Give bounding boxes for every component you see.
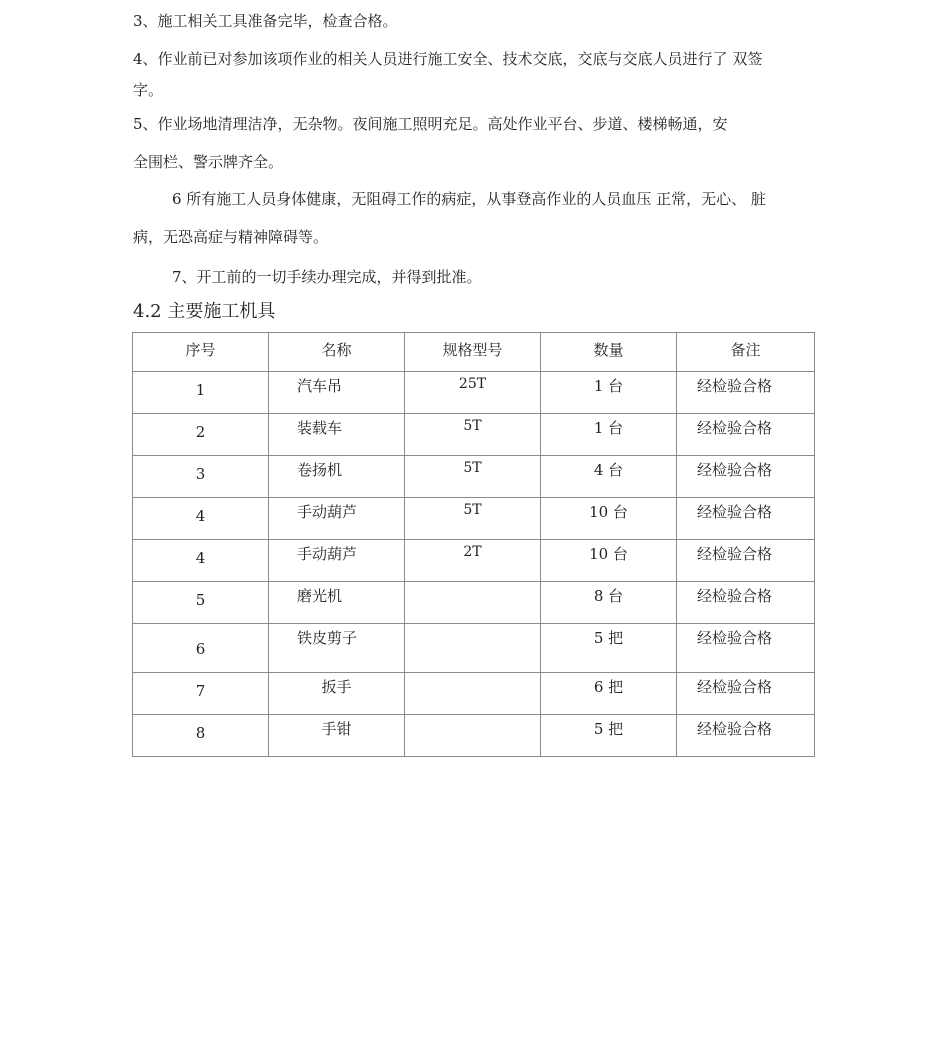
cell-quantity: 10 台 [541, 498, 677, 540]
paragraph-item-3: 3、施工相关工具准备完毕，检查合格。 [133, 12, 398, 30]
cell-quantity: 1 台 [541, 414, 677, 456]
table-row [133, 498, 815, 540]
cell-index: 4 [133, 498, 269, 540]
cell-quantity: 6 把 [541, 673, 677, 715]
cell-quantity: 8 台 [541, 582, 677, 624]
cell-index: 6 [133, 624, 269, 673]
paragraph-item-4-line1: 4、作业前已对参加该项作业的相关人员进行施工安全、技术交底，交底与交底人员进行了 双签 [133, 50, 763, 68]
table-row [133, 456, 815, 498]
cell-note: 经检验合格 [677, 582, 815, 624]
header-index: 序号 [133, 333, 269, 372]
table-row [133, 673, 815, 715]
cell-index: 7 [133, 673, 269, 715]
cell-spec: 2T [405, 540, 541, 582]
cell-note: 经检验合格 [677, 414, 815, 456]
paragraph-item-6-line2: 病，无恐高症与精神障碍等。 [133, 228, 329, 246]
tools-table [132, 332, 815, 757]
cell-index: 5 [133, 582, 269, 624]
cell-index: 3 [133, 456, 269, 498]
header-quantity: 数量 [541, 333, 677, 372]
table-row [133, 372, 815, 414]
cell-spec: 5T [405, 456, 541, 498]
cell-name: 手动葫芦 [269, 498, 405, 540]
cell-note: 经检验合格 [677, 540, 815, 582]
cell-quantity: 5 把 [541, 624, 677, 673]
cell-quantity: 5 把 [541, 715, 677, 757]
cell-quantity: 1 台 [541, 372, 677, 414]
cell-name: 磨光机 [269, 582, 405, 624]
cell-name: 装载车 [269, 414, 405, 456]
paragraph-item-7: 7、开工前的一切手续办理完成，并得到批准。 [172, 268, 482, 286]
table-row [133, 582, 815, 624]
cell-name: 手动葫芦 [269, 540, 405, 582]
cell-name: 铁皮剪子 [269, 624, 405, 673]
cell-spec [405, 673, 541, 715]
cell-index: 8 [133, 715, 269, 757]
cell-quantity: 4 台 [541, 456, 677, 498]
header-name: 名称 [269, 333, 405, 372]
paragraph-item-6-line1: 6 所有施工人员身体健康，无阻碍工作的病症，从事登高作业的人员血压 正常，无心、 脏 [172, 190, 766, 208]
cell-note: 经检验合格 [677, 456, 815, 498]
cell-name: 手钳 [269, 715, 405, 757]
cell-index: 4 [133, 540, 269, 582]
cell-index: 2 [133, 414, 269, 456]
cell-quantity: 10 台 [541, 540, 677, 582]
table-row [133, 715, 815, 757]
cell-index: 1 [133, 372, 269, 414]
table-row [133, 540, 815, 582]
cell-spec [405, 582, 541, 624]
cell-spec: 5T [405, 414, 541, 456]
table-header-row [133, 333, 815, 372]
paragraph-item-4-line2: 字。 [133, 81, 164, 99]
cell-note: 经检验合格 [677, 498, 815, 540]
cell-spec [405, 715, 541, 757]
header-note: 备注 [677, 333, 815, 372]
cell-name: 卷扬机 [269, 456, 405, 498]
section-title: 4.2 主要施工机具 [133, 301, 276, 322]
cell-note: 经检验合格 [677, 673, 815, 715]
cell-spec: 25T [405, 372, 541, 414]
cell-note: 经检验合格 [677, 624, 815, 673]
table-row [133, 414, 815, 456]
paragraph-item-5-line2: 全围栏、警示牌齐全。 [133, 153, 284, 171]
cell-note: 经检验合格 [677, 372, 815, 414]
header-spec: 规格型号 [405, 333, 541, 372]
paragraph-item-5-line1: 5、作业场地清理洁净，无杂物。夜间施工照明充足。高处作业平台、步道、楼梯畅通，安 [133, 115, 728, 133]
cell-note: 经检验合格 [677, 715, 815, 757]
cell-name: 扳手 [269, 673, 405, 715]
cell-spec [405, 624, 541, 673]
cell-spec: 5T [405, 498, 541, 540]
cell-name: 汽车吊 [269, 372, 405, 414]
table-row [133, 624, 815, 673]
